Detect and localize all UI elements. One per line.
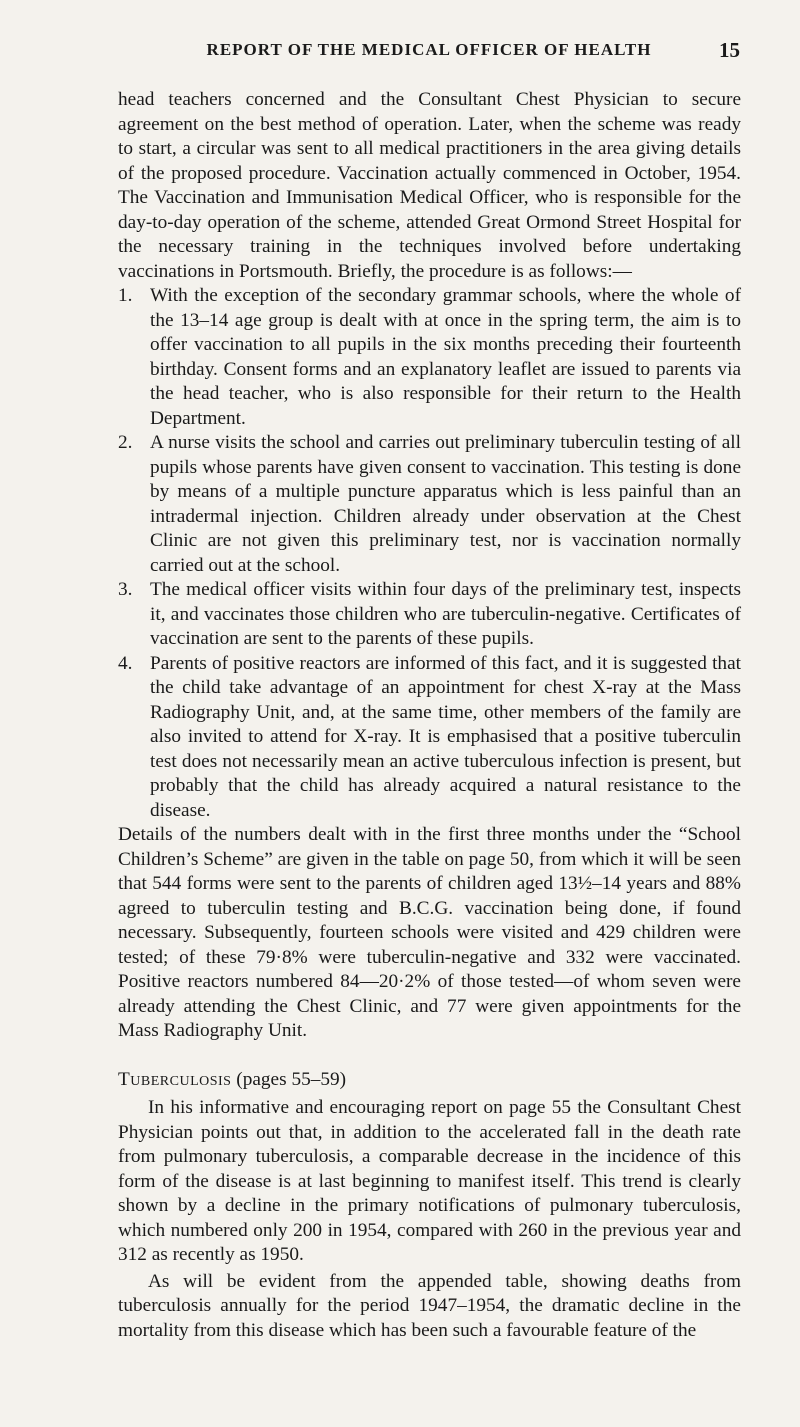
running-head-title: REPORT OF THE MEDICAL OFFICER OF HEALTH: [206, 40, 652, 59]
tuberculosis-paragraph: In his informative and encouraging report on page 55 the Consultant Chest Physician points out that, in addition to the accelerated fall in the death rate from pulmonary tuberculosis, a comparable decrease in the incidence of this form of the disease is at last beginning to manifest itself. This trend is clearly shown by a decline in the primary notifications of pulmonary tuberculosis, which numbered only 200 in 1954, compared with 260 in the previous year and 312 as recently as 1950.: [118, 1097, 741, 1265]
list-item-number: 4.: [118, 652, 133, 674]
section-heading-pages: (pages 55–59): [236, 1068, 347, 1090]
list-item-number: 3.: [118, 579, 133, 600]
running-head: [118, 40, 740, 80]
body-text: [118, 88, 741, 1343]
list-item-text: The medical officer visits within four days of the preliminary test, inspects it, and vaccinates those children who are tuberculin-negative. Certificates of vaccination are sent to the parents of these pupils.: [150, 579, 741, 649]
list-item: [118, 284, 741, 431]
section-heading: [118, 1068, 741, 1093]
list-item: [118, 431, 741, 578]
list-item: [118, 652, 741, 824]
procedure-list: [118, 284, 741, 823]
list-item-text: With the exception of the secondary grammar schools, where the whole of the 13–14 age group is dealt with at once in the spring term, the aim is to offer vaccination to all pupils in the six months preceding their fourteenth birthday. Consent forms and an explanatory leaflet are issued to parents via the head teacher, who is also responsible for their return to the Health Department.: [150, 285, 741, 429]
details-paragraph: Details of the numbers dealt with in the first three months under the “School Children’s Scheme” are given in the table on page 50, from which it will be seen that 544 forms were sent to the parents of children aged 13½–14 years and 88% agreed to tuberculin testing and B.C.G. vaccination being done, if found necessary. Subsequently, fourteen schools were visited and 429 children were tested; of these 79·8% were tuberculin-negative and 332 were vaccinated. Positive reactors numbered 84—20·2% of those tested—of whom seven were already attending the Chest Clinic, and 77 were given appointments for the Mass Radiography Unit.: [118, 824, 741, 1041]
list-item-number: 1.: [118, 285, 133, 306]
intro-paragraph: head teachers concerned and the Consultant Chest Physician to secure agreement on the best method of operation. Later, when the scheme was ready to start, a circular was sent to all medical practitioners in the area giving details of the proposed procedure. Vaccination actually commenced in October, 1954. The Vaccination and Immunisation Medical Officer, who is responsible for the day-to-day operation of the scheme, attended Great Ormond Street Hospital for the necessary training in the techniques involved before undertaking vaccinations in Portsmouth. Briefly, the procedure is as follows:—: [118, 89, 741, 282]
section-heading-title: Tuberculosis: [118, 1068, 232, 1090]
tuberculosis-paragraph-continued: As will be evident from the appended table, showing deaths from tuberculosis annually for the period 1947–1954, the dramatic decline in the mortality from this disease which has been such a favourable feature of the: [118, 1270, 741, 1341]
list-item: [118, 578, 741, 652]
list-item-text: Parents of positive reactors are informed of this fact, and it is suggested that the child take advantage of an appointment for chest X-ray at the Mass Radiography Unit, and, at the same time, other members of the family are also invited to attend for X-ray. It is emphasised that a positive tuberculin test does not necessarily mean an active tuberculous infection is present, but probably that the child has already acquired a natural resistance to the disease.: [150, 652, 741, 821]
list-item-text: A nurse visits the school and carries out preliminary tuberculin testing of all pupils whose parents have given consent to vaccination. This testing is done by means of a multiple puncture apparatus which is less painful than an intradermal injection. Children already under observation at the Chest Clinic are not given this preliminary test, nor is vaccination normally carried out at the school.: [150, 432, 741, 576]
list-item-number: 2.: [118, 432, 133, 453]
page-number: 15: [719, 38, 740, 62]
